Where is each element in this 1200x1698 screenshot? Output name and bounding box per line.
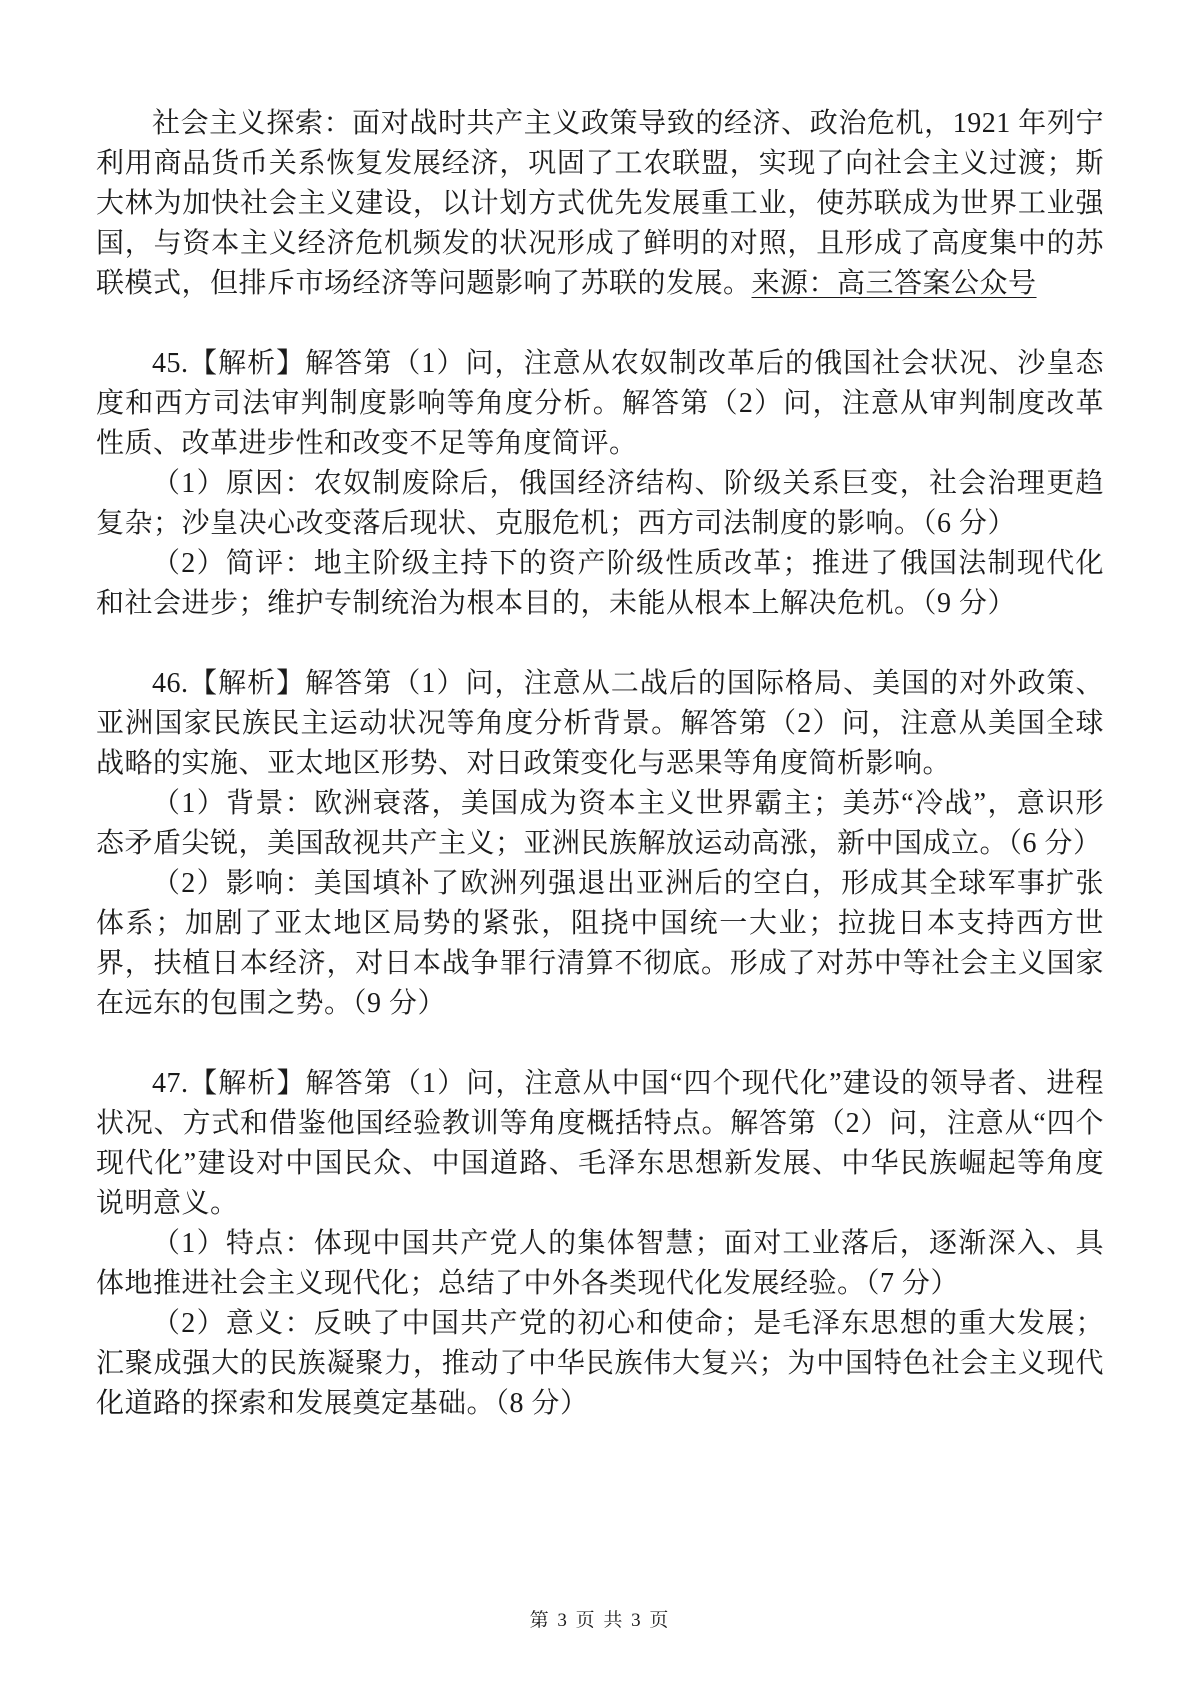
section-46-answer-1: （1）背景：欧洲衰落，美国成为资本主义世界霸主；美苏“冷战”，意识形态矛盾尖锐，美国敌视共产主义；亚洲民族解放运动高涨，新中国成立。（6 分） [96, 788, 1104, 859]
intro-paragraph [96, 104, 1104, 304]
section-46-answer-2: （2）影响：美国填补了欧洲列强退出亚洲后的空白，形成其全球军事扩张体系；加剧了亚太地区局势的紧张，阻挠中国统一大业；拉拢日本支持西方世界，扶植日本经济，对日本战争罪行清算不彻底。形成了对苏中等社会主义国家在远东的包围之势。（9 分） [96, 868, 1104, 1019]
section-47-answer-2: （2）意义：反映了中国共产党的初心和使命；是毛泽东思想的重大发展；汇聚成强大的民族凝聚力，推动了中华民族伟大复兴；为中国特色社会主义现代化道路的探索和发展奠定基础。（8 分） [96, 1308, 1104, 1419]
section-45-answer-2: （2）简评：地主阶级主持下的资产阶级性质改革；推进了俄国法制现代化和社会进步；维护专制统治为根本目的，未能从根本上解决危机。（9 分） [96, 548, 1104, 619]
section-47-answer-1: （1）特点：体现中国共产党人的集体智慧；面对工业落后，逐渐深入、具体地推进社会主义现代化；总结了中外各类现代化发展经验。（7 分） [96, 1228, 1104, 1299]
section-46-analysis: 46.【解析】解答第（1）问，注意从二战后的国际格局、美国的对外政策、亚洲国家民族民主运动状况等角度分析背景。解答第（2）问，注意从美国全球战略的实施、亚太地区形势、对日政策变化与恶果等角度简析影响。 [96, 668, 1104, 779]
section-45-answer-1: （1）原因：农奴制废除后，俄国经济结构、阶级关系巨变，社会治理更趋复杂；沙皇决心改变落后现状、克服危机；西方司法制度的影响。（6 分） [96, 468, 1104, 539]
source-note: 来源：高三答案公众号 [751, 268, 1037, 299]
page-footer: 第 3 页 共 3 页 [529, 1610, 671, 1631]
section-45-analysis: 45.【解析】解答第（1）问，注意从农奴制改革后的俄国社会状况、沙皇态度和西方司法审判制度影响等角度分析。解答第（2）问，注意从审判制度改革性质、改革进步性和改变不足等角度简评。 [96, 348, 1104, 459]
section-47-analysis: 47.【解析】解答第（1）问，注意从中国“四个现代化”建设的领导者、进程状况、方式和借鉴他国经验教训等角度概括特点。解答第（2）问，注意从“四个现代化”建设对中国民众、中国道路、毛泽东思想新发展、中华民族崛起等角度说明意义。 [96, 1068, 1104, 1219]
section-47 [96, 1064, 1104, 1424]
section-45 [96, 344, 1104, 624]
intro-text: 社会主义探索：面对战时共产主义政策导致的经济、政治危机，1921 年列宁利用商品货币关系恢复发展经济，巩固了工农联盟，实现了向社会主义过渡；斯大林为加快社会主义建设，以计划方式优先发展重工业，使苏联成为世界工业强国，与资本主义经济危机频发的状况形成了鲜明的对照，且形成了高度集中的苏联模式，但排斥市场经济等问题影响了苏联的发展。 [96, 108, 1104, 299]
section-46 [96, 664, 1104, 1024]
document-content [96, 104, 1104, 1424]
